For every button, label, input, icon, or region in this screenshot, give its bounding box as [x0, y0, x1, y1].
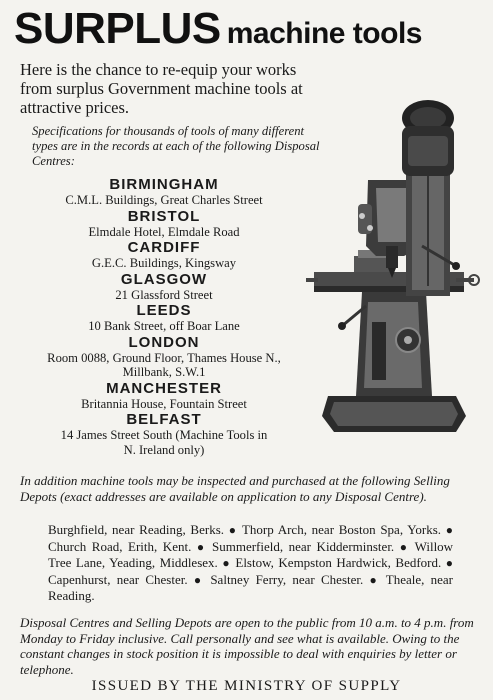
intro-paragraph: Here is the chance to re-equip your works from surplus Government machine tools at attractive prices.: [20, 60, 303, 117]
bullet-icon: ●: [369, 572, 380, 587]
headline-surplus: SURPLUS: [14, 4, 221, 53]
bullet-icon: ●: [445, 523, 453, 537]
centre-item: [14, 239, 314, 271]
centre-name: BRISTOL: [127, 207, 201, 225]
centre-address: Elmdale Hotel, Elmdale Road: [88, 224, 240, 239]
centre-address: Britannia House, Fountain Street: [81, 396, 247, 411]
depot-item: Theale, near Reading.: [48, 571, 453, 604]
bullet-icon: ●: [399, 539, 410, 554]
depot-item: Capenhurst, near Chester.: [48, 571, 188, 587]
centre-name: LONDON: [128, 333, 200, 351]
depot-item: Burghfield, near Reading, Berks.: [48, 522, 225, 537]
disposal-centres-list: [14, 176, 314, 457]
specifications-text: Specifications for thousands of tools of many different types are in the records at each of the following Disposal Centres:: [32, 124, 320, 168]
centre-address: C.M.L. Buildings, Great Charles Street: [65, 193, 263, 207]
headline: [14, 4, 422, 54]
centre-name: GLASGOW: [120, 270, 208, 288]
depot-item: Saltney Ferry, near Chester.: [210, 571, 364, 587]
depot-item: Church Road, Erith, Kent.: [48, 538, 192, 554]
bullet-icon: ●: [193, 572, 205, 587]
centre-address: 21 Glassford Street: [115, 287, 213, 302]
centre-name: MANCHESTER: [106, 379, 222, 397]
issued-by-footer: ISSUED BY THE MINISTRY OF SUPPLY: [91, 678, 402, 694]
centre-item: [14, 411, 314, 457]
depot-item: Willow Tree Lane, Yeading, Middlesex.: [48, 538, 454, 571]
bullet-icon: ●: [222, 556, 231, 571]
centre-item: [14, 208, 314, 240]
centre-name: BIRMINGHAM: [109, 176, 219, 193]
centre-item: [14, 380, 314, 412]
headline-machine-tools: machine tools: [226, 17, 422, 50]
centre-name: LEEDS: [136, 302, 192, 319]
opening-hours-notice: Disposal Centres and Selling Depots are open to the public from 10 a.m. to 4 p.m. from Monday to Friday inclusive. Call personally and see what is available. Owing to the constant changes in stock position it is impossible to deal with enquiries by letter or telephone.: [20, 615, 474, 677]
depot-item: Elstow, Kempston Hardwick, Bedford.: [235, 555, 442, 571]
selling-depots-list: [48, 522, 453, 604]
centre-name: CARDIFF: [127, 239, 201, 256]
centre-name: BELFAST: [126, 411, 202, 428]
depot-item: Thorp Arch, near Boston Spa, Yorks.: [241, 522, 442, 537]
bullet-icon: ●: [445, 556, 454, 571]
centre-address: G.E.C. Buildings, Kingsway: [91, 256, 237, 270]
centre-item: [14, 302, 314, 334]
depot-item: Summerfield, near Kidderminster.: [211, 538, 395, 554]
centre-item: [14, 334, 314, 380]
bullet-icon: ●: [196, 539, 207, 554]
milling-machine-illustration: [306, 96, 482, 446]
centre-item: [14, 271, 314, 303]
bullet-icon: ●: [228, 523, 238, 537]
centre-item: [14, 176, 314, 208]
centre-address: 14 James Street South (Machine Tools in N. Ireland only): [60, 428, 268, 457]
selling-depots-intro: In addition machine tools may be inspected and purchased at the following Selling Depots (exact addresses are available on application to any Disposal Centre).: [20, 473, 450, 504]
centre-address: 10 Bank Street, off Boar Lane: [88, 319, 240, 333]
centre-address: Room 0088, Ground Floor, Thames House N., Millbank, S.W.1: [47, 350, 281, 379]
